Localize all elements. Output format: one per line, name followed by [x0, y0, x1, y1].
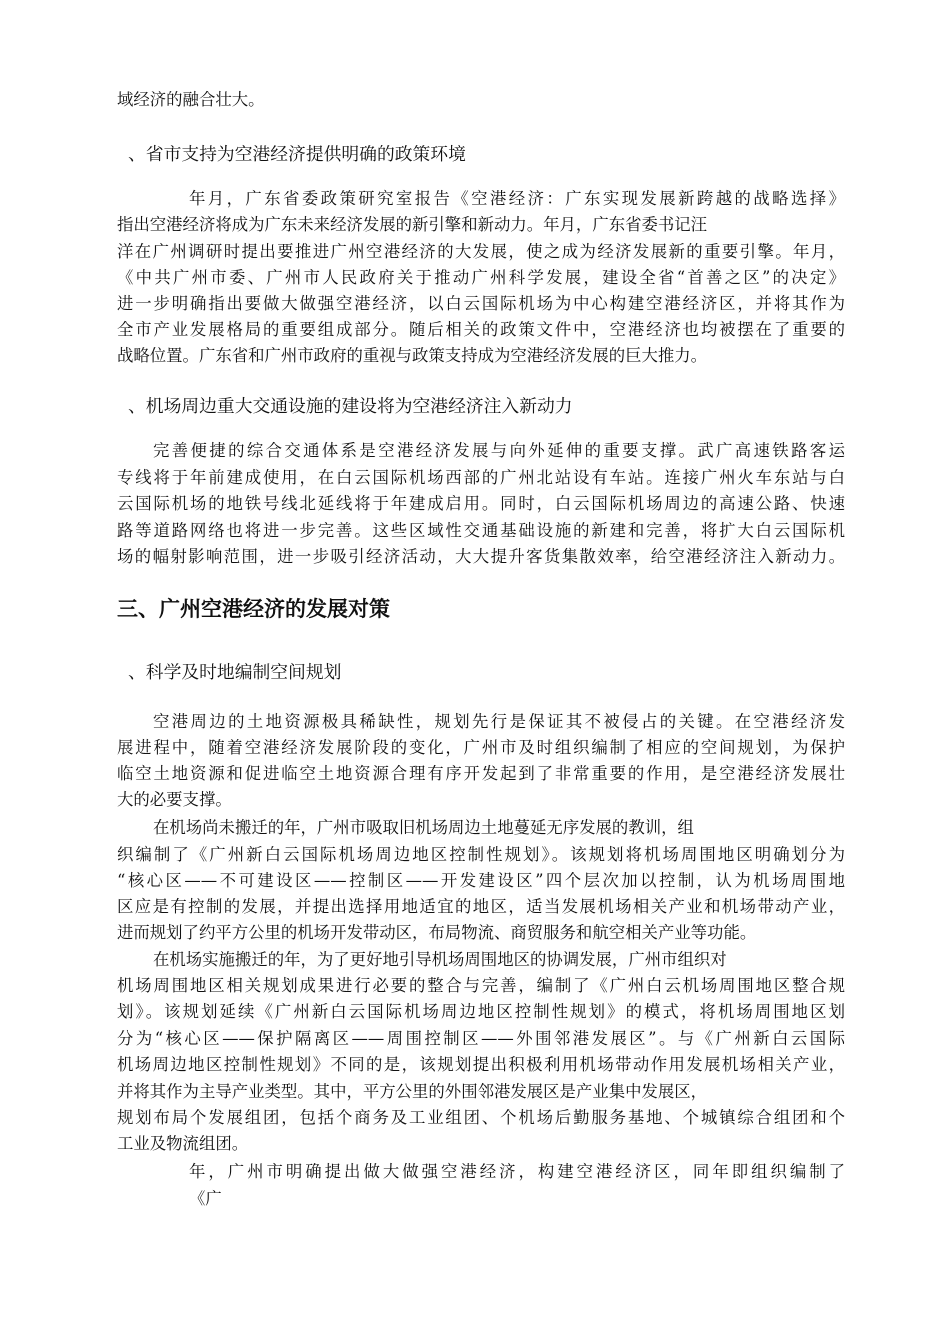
paragraph-line: 洋在广州调研时提出要推进广州空港经济的大发展，使之成为经济发展新的重要引擎。年月，	[117, 242, 845, 261]
paragraph-line: 域经济的融合壮大。	[117, 90, 265, 109]
paragraph-line: 专线将于年前建成使用，在白云国际机场西部的广州北站设有车站。连接广州火车东站与白	[117, 468, 845, 487]
paragraph-line: 规划布局个发展组团，包括个商务及工业组团、个机场后勤服务基地、个城镇综合组团和个	[117, 1108, 845, 1127]
section-subheading: 、科学及时地编制空间规划	[128, 662, 342, 683]
paragraph-line: 《中共广州市委、广州市人民政府关于推动广州科学发展，建设全省“首善之区”的决定》	[117, 268, 845, 287]
paragraph-line: 区应是有控制的发展，并提出选择用地适宜的地区，适当发展机场相关产业和机场带动产业，	[117, 897, 845, 916]
section-subheading: 、机场周边重大交通设施的建设将为空港经济注入新动力	[128, 396, 573, 417]
paragraph-line: 在机场实施搬迁的年，为了更好地引导机场周围地区的协调发展，广州市组织对	[153, 950, 727, 969]
paragraph-line: 机场周边地区控制性规划》不同的是，该规划提出积极利用机场带动作用发展机场相关产业，	[117, 1055, 845, 1074]
paragraph-line: 完善便捷的综合交通体系是空港经济发展与向外延伸的重要支撑。武广高速铁路客运	[153, 441, 845, 460]
paragraph-line: 织编制了《广州新白云国际机场周边地区控制性规划》。该规划将机场周围地区明确划分为	[117, 845, 845, 864]
paragraph-line: 临空土地资源和促进临空土地资源合理有序开发起到了非常重要的作用，是空港经济发展壮	[117, 764, 845, 783]
paragraph-line: “核心区——不可建设区——控制区——开发建设区”四个层次加以控制，认为机场周围地	[117, 871, 845, 890]
paragraph-line: 年月，广东省委政策研究室报告《空港经济：广东实现发展新跨越的战略选择》	[189, 189, 845, 208]
paragraph-line: 划》。该规划延续《广州新白云国际机场周边地区控制性规划》的模式，将机场周围地区划	[117, 1002, 845, 1021]
paragraph-line: 战略位置。广东省和广州市政府的重视与政策支持成为空港经济发展的巨大推力。	[117, 346, 708, 365]
paragraph-line: 全市产业发展格局的重要组成部分。随后相关的政策文件中，空港经济也均被摆在了重要的	[117, 320, 845, 339]
paragraph-line: 进而规划了约平方公里的机场开发带动区，布局物流、商贸服务和航空相关产业等功能。	[117, 923, 757, 942]
paragraph-line: 指出空港经济将成为广东未来经济发展的新引擎和新动力。年月，广东省委书记汪	[117, 215, 708, 234]
paragraph-line: 空港周边的土地资源极具稀缺性，规划先行是保证其不被侵占的关键。在空港经济发	[153, 712, 845, 731]
paragraph-line: 工业及物流组团。	[117, 1134, 249, 1153]
paragraph-line: 机场周围地区相关规划成果进行必要的整合与完善，编制了《广州白云机场周围地区整合规	[117, 976, 845, 995]
paragraph-line: 云国际机场的地铁号线北延线将于年建成启用。同时，白云国际机场周边的高速公路、快速	[117, 494, 845, 513]
section-subheading: 、省市支持为空港经济提供明确的政策环境	[128, 144, 466, 165]
paragraph-line: 并将其作为主导产业类型。其中，平方公里的外围邻港发展区是产业集中发展区，	[117, 1082, 708, 1101]
paragraph-line: 进一步明确指出要做大做强空港经济，以白云国际机场为中心构建空港经济区，并将其作为	[117, 294, 845, 313]
paragraph-line: 年，广州市明确提出做大做强空港经济，构建空港经济区，同年即组织编制了	[189, 1162, 845, 1181]
paragraph-line: 大的必要支撑。	[117, 790, 232, 809]
paragraph-line: 分为“核心区——保护隔离区——周围控制区——外围邻港发展区”。与《广州新白云国际	[117, 1029, 845, 1048]
paragraph-line: 路等道路网络也将进一步完善。这些区域性交通基础设施的新建和完善，将扩大白云国际机	[117, 521, 845, 540]
paragraph-line: 场的幅射影响范围，进一步吸引经济活动，大大提升客货集散效率，给空港经济注入新动力。	[117, 547, 845, 566]
paragraph-line: 在机场尚未搬迁的年，广州市吸取旧机场周边土地蔓延无序发展的教训，组	[153, 818, 694, 837]
paragraph-line: 《广	[189, 1189, 222, 1208]
section-heading: 三、广州空港经济的发展对策	[117, 597, 390, 621]
paragraph-line: 展进程中，随着空港经济发展阶段的变化，广州市及时组织编制了相应的空间规划，为保护	[117, 738, 845, 757]
